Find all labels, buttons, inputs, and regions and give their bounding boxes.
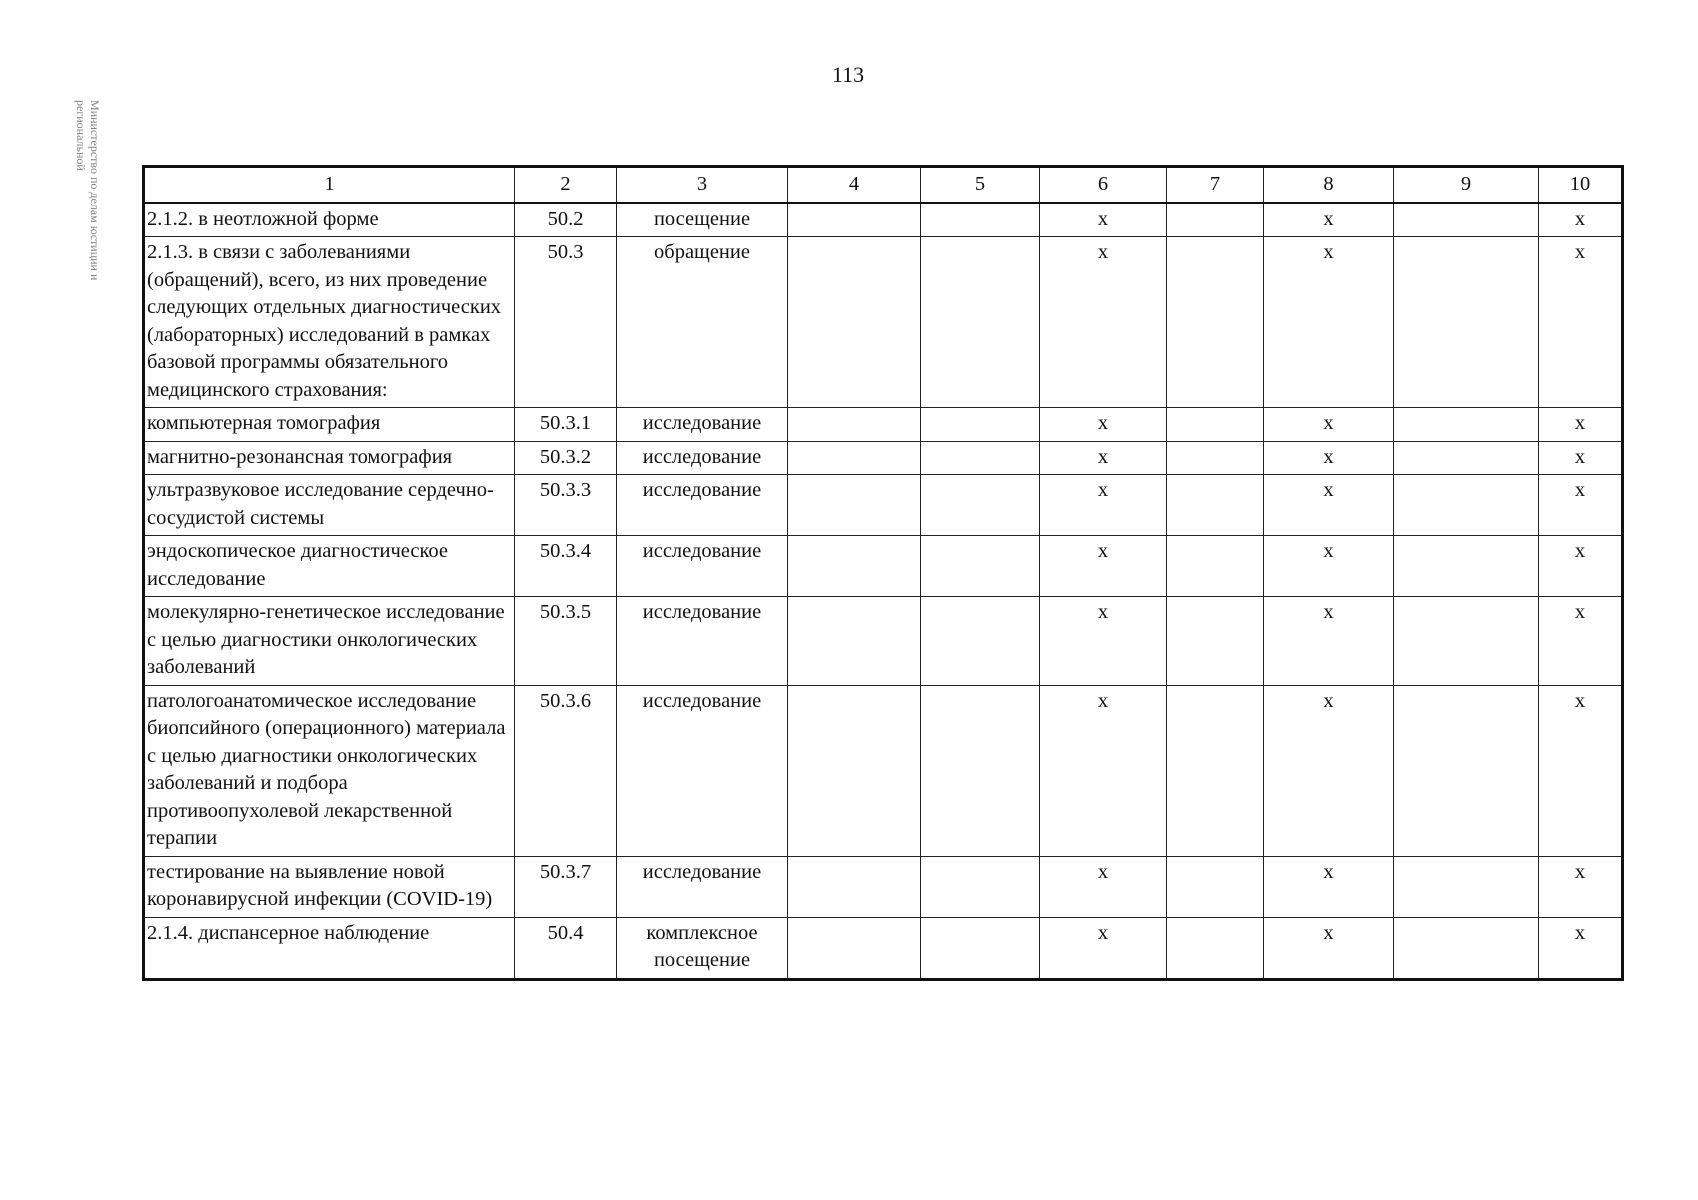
cell-col8: х (1264, 685, 1394, 856)
cell-col6: х (1040, 475, 1167, 536)
table-row (144, 441, 1623, 475)
row-name: патологоанатомическое исследование биопсийного (операционного) материала с целью диагностики онкологических заболеваний и подбора противоопухолевой лекарственной терапии (144, 685, 515, 856)
cell-col6: х (1040, 685, 1167, 856)
cell-col5 (921, 856, 1040, 917)
table-row (144, 203, 1623, 237)
cell-col9 (1394, 536, 1539, 597)
cell-col6: х (1040, 536, 1167, 597)
cell-col5 (921, 408, 1040, 442)
table-row (144, 917, 1623, 979)
cell-col9 (1394, 856, 1539, 917)
cell-col7 (1167, 685, 1264, 856)
cell-col7 (1167, 475, 1264, 536)
row-unit: исследование (617, 475, 788, 536)
table-row (144, 408, 1623, 442)
table-row (144, 475, 1623, 536)
cell-col10: х (1539, 237, 1623, 408)
row-name: эндоскопическое диагностическое исследование (144, 536, 515, 597)
table-row (144, 536, 1623, 597)
cell-col7 (1167, 441, 1264, 475)
cell-col5 (921, 685, 1040, 856)
cell-col5 (921, 475, 1040, 536)
row-code: 50.3.7 (515, 856, 617, 917)
cell-col9 (1394, 475, 1539, 536)
table-row (144, 597, 1623, 686)
row-name: молекулярно-генетическое исследование с целью диагностики онкологических заболеваний (144, 597, 515, 686)
cell-col4 (788, 237, 921, 408)
column-header: 8 (1264, 167, 1394, 203)
cell-col10: х (1539, 441, 1623, 475)
page-number-text: 113 (832, 62, 865, 87)
cell-col10: х (1539, 203, 1623, 237)
side-stamp: Министерство по делам юстиции и региональной (74, 100, 102, 281)
cell-col6: х (1040, 237, 1167, 408)
cell-col7 (1167, 408, 1264, 442)
column-header: 2 (515, 167, 617, 203)
row-name: тестирование на выявление новой коронавирусной инфекции (COVID-19) (144, 856, 515, 917)
cell-col4 (788, 441, 921, 475)
cell-col10: х (1539, 685, 1623, 856)
row-unit: исследование (617, 856, 788, 917)
table-row (144, 856, 1623, 917)
cell-col10: х (1539, 856, 1623, 917)
header-row (144, 167, 1623, 203)
cell-col10: х (1539, 408, 1623, 442)
table-row (144, 685, 1623, 856)
cell-col5 (921, 536, 1040, 597)
row-unit: обращение (617, 237, 788, 408)
cell-col5 (921, 597, 1040, 686)
data-table (142, 165, 1624, 981)
cell-col9 (1394, 237, 1539, 408)
cell-col10: х (1539, 475, 1623, 536)
cell-col8: х (1264, 856, 1394, 917)
cell-col9 (1394, 917, 1539, 979)
cell-col5 (921, 917, 1040, 979)
cell-col8: х (1264, 408, 1394, 442)
table-row (144, 237, 1623, 408)
row-name: 2.1.3. в связи с заболеваниями (обращений), всего, из них проведение следующих отдельных диагностических (лабораторных) исследований в рамках базовой программы обязательного медицинского страхования: (144, 237, 515, 408)
cell-col8: х (1264, 441, 1394, 475)
row-unit: исследование (617, 408, 788, 442)
row-code: 50.3.6 (515, 685, 617, 856)
cell-col9 (1394, 408, 1539, 442)
cell-col10: х (1539, 597, 1623, 686)
cell-col7 (1167, 203, 1264, 237)
row-name: 2.1.2. в неотложной форме (144, 203, 515, 237)
cell-col7 (1167, 597, 1264, 686)
row-code: 50.3.1 (515, 408, 617, 442)
column-header: 4 (788, 167, 921, 203)
cell-col5 (921, 203, 1040, 237)
cell-col10: х (1539, 536, 1623, 597)
column-header: 7 (1167, 167, 1264, 203)
row-unit: исследование (617, 597, 788, 686)
row-code: 50.3.2 (515, 441, 617, 475)
cell-col7 (1167, 237, 1264, 408)
row-unit: исследование (617, 536, 788, 597)
cell-col7 (1167, 856, 1264, 917)
cell-col9 (1394, 685, 1539, 856)
cell-col9 (1394, 203, 1539, 237)
cell-col6: х (1040, 856, 1167, 917)
row-code: 50.3.5 (515, 597, 617, 686)
row-name: магнитно-резонансная томография (144, 441, 515, 475)
cell-col4 (788, 597, 921, 686)
cell-col6: х (1040, 203, 1167, 237)
cell-col7 (1167, 536, 1264, 597)
cell-col6: х (1040, 597, 1167, 686)
row-unit: исследование (617, 441, 788, 475)
cell-col4 (788, 856, 921, 917)
cell-col6: х (1040, 441, 1167, 475)
row-code: 50.4 (515, 917, 617, 979)
cell-col10: х (1539, 917, 1623, 979)
column-header: 6 (1040, 167, 1167, 203)
row-name: 2.1.4. диспансерное наблюдение (144, 917, 515, 979)
cell-col9 (1394, 441, 1539, 475)
column-header: 3 (617, 167, 788, 203)
row-unit: исследование (617, 685, 788, 856)
cell-col4 (788, 917, 921, 979)
row-code: 50.3 (515, 237, 617, 408)
cell-col6: х (1040, 917, 1167, 979)
cell-col4 (788, 685, 921, 856)
column-header: 10 (1539, 167, 1623, 203)
cell-col9 (1394, 597, 1539, 686)
cell-col8: х (1264, 597, 1394, 686)
cell-col8: х (1264, 237, 1394, 408)
cell-col8: х (1264, 536, 1394, 597)
cell-col6: х (1040, 408, 1167, 442)
row-name: компьютерная томография (144, 408, 515, 442)
column-header: 5 (921, 167, 1040, 203)
cell-col4 (788, 203, 921, 237)
cell-col5 (921, 237, 1040, 408)
cell-col4 (788, 536, 921, 597)
cell-col8: х (1264, 203, 1394, 237)
cell-col8: х (1264, 917, 1394, 979)
row-name: ультразвуковое исследование сердечно-сосудистой системы (144, 475, 515, 536)
column-header: 9 (1394, 167, 1539, 203)
row-unit: комплексное посещение (617, 917, 788, 979)
row-unit: посещение (617, 203, 788, 237)
row-code: 50.3.4 (515, 536, 617, 597)
cell-col4 (788, 408, 921, 442)
cell-col5 (921, 441, 1040, 475)
row-code: 50.2 (515, 203, 617, 237)
row-code: 50.3.3 (515, 475, 617, 536)
cell-col4 (788, 475, 921, 536)
cell-col7 (1167, 917, 1264, 979)
cell-col8: х (1264, 475, 1394, 536)
column-header: 1 (144, 167, 515, 203)
